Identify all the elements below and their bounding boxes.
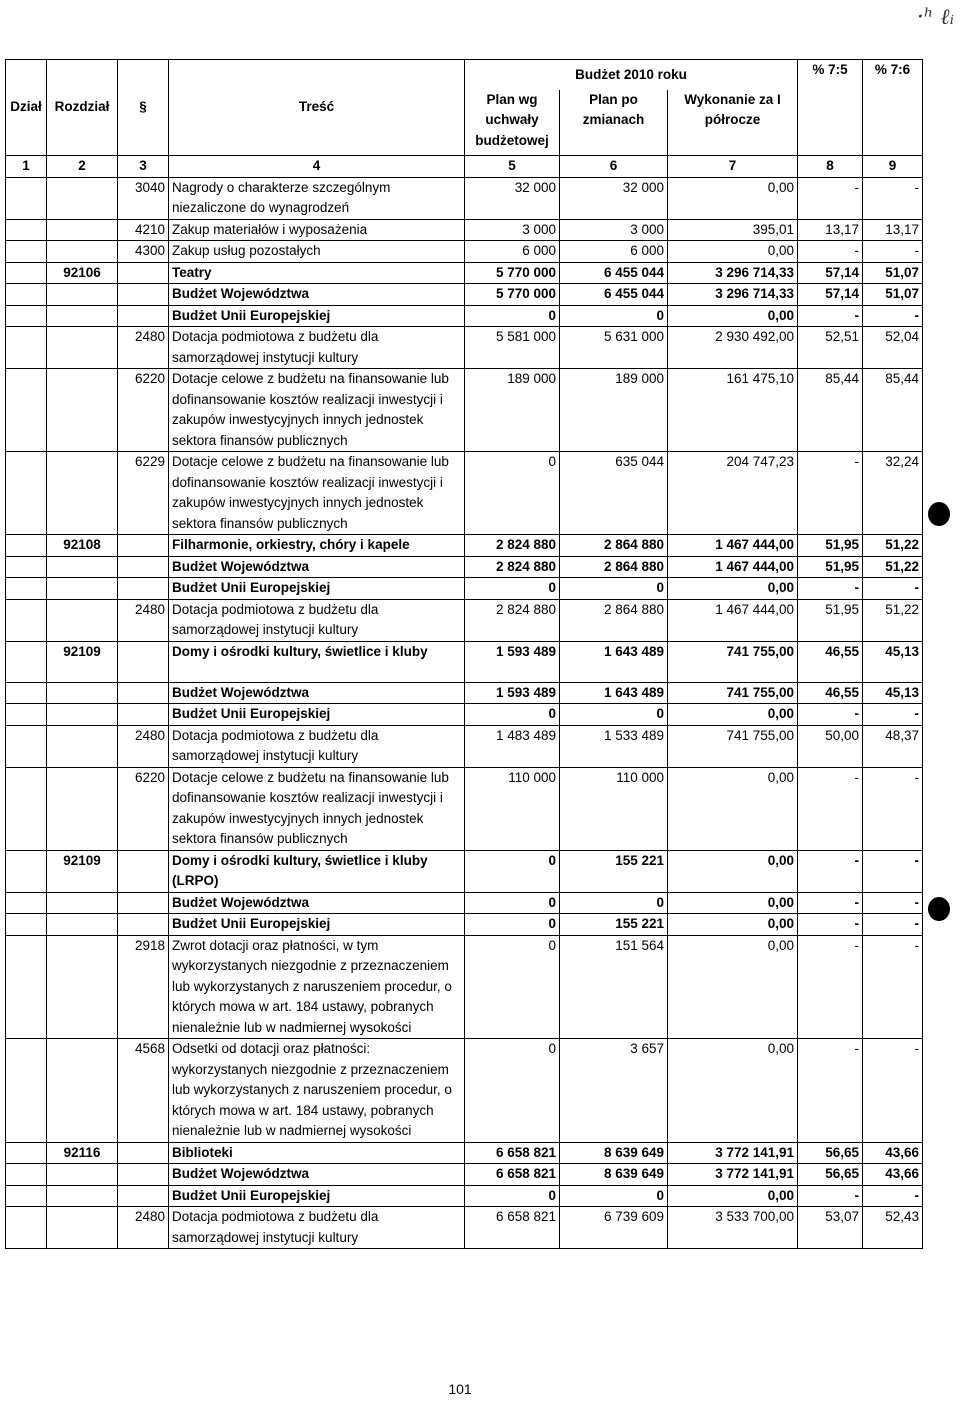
cell-rozdzial [47,177,118,219]
cell-paragraf [118,892,169,914]
table-row [6,704,923,726]
cell-plan-wg-uchwaly: 5 770 000 [465,262,560,284]
cell-rozdzial [47,556,118,578]
cell-dzial [6,1039,47,1143]
cell-dzial [6,535,47,557]
cell-pct-7-5: 57,14 [798,284,863,306]
cell-dzial [6,327,47,369]
cell-tresc: Dotacje celowe z budżetu na finansowanie lub dofinansowanie kosztów realizacji inwestycji i zakupów inwestycyjnych innych jednostek sektora finansów publicznych [169,767,465,850]
cell-dzial [6,556,47,578]
cell-plan-po-zmianach: 2 864 880 [560,535,668,557]
cell-pct-7-5: - [798,1185,863,1207]
cell-wykonanie: 0,00 [668,1185,798,1207]
cell-plan-wg-uchwaly: 1 483 489 [465,725,560,767]
cell-plan-wg-uchwaly: 0 [465,305,560,327]
cell-wykonanie: 3 533 700,00 [668,1207,798,1249]
table-row [6,1207,923,1249]
cell-plan-po-zmianach: 32 000 [560,177,668,219]
cell-pct-7-5: 50,00 [798,725,863,767]
cell-paragraf [118,535,169,557]
cell-pct-7-6: - [863,1039,923,1143]
cell-pct-7-6: 52,04 [863,327,923,369]
table-row [6,535,923,557]
cell-plan-wg-uchwaly: 1 593 489 [465,682,560,704]
cell-plan-wg-uchwaly: 6 658 821 [465,1164,560,1186]
cell-pct-7-6: - [863,177,923,219]
column-number: 3 [118,156,169,178]
cell-rozdzial [47,219,118,241]
cell-dzial [6,1142,47,1164]
cell-wykonanie: 395,01 [668,219,798,241]
table-row [6,1142,923,1164]
cell-paragraf: 4210 [118,219,169,241]
cell-wykonanie: 0,00 [668,1039,798,1143]
cell-paragraf [118,556,169,578]
cell-pct-7-6: 32,24 [863,452,923,535]
cell-plan-po-zmianach: 6 739 609 [560,1207,668,1249]
cell-plan-po-zmianach: 0 [560,578,668,600]
cell-plan-wg-uchwaly: 0 [465,935,560,1039]
cell-wykonanie: 2 930 492,00 [668,327,798,369]
cell-wykonanie: 0,00 [668,578,798,600]
cell-wykonanie: 0,00 [668,241,798,263]
cell-plan-wg-uchwaly: 2 824 880 [465,535,560,557]
cell-pct-7-5: - [798,892,863,914]
cell-paragraf: 2480 [118,1207,169,1249]
cell-paragraf [118,704,169,726]
cell-plan-po-zmianach: 2 864 880 [560,599,668,641]
cell-paragraf [118,284,169,306]
header-dzial: Dział [6,60,47,156]
cell-paragraf [118,1185,169,1207]
cell-tresc: Biblioteki [169,1142,465,1164]
cell-pct-7-6: - [863,241,923,263]
cell-plan-po-zmianach: 6 455 044 [560,262,668,284]
cell-rozdzial [47,599,118,641]
cell-pct-7-6: 43,66 [863,1164,923,1186]
cell-wykonanie: 0,00 [668,177,798,219]
cell-pct-7-6: - [863,892,923,914]
cell-rozdzial: 92109 [47,850,118,892]
cell-paragraf [118,305,169,327]
cell-pct-7-5: 52,51 [798,327,863,369]
cell-paragraf [118,262,169,284]
cell-dzial [6,578,47,600]
cell-dzial [6,219,47,241]
cell-plan-wg-uchwaly: 110 000 [465,767,560,850]
cell-paragraf [118,850,169,892]
cell-plan-po-zmianach: 155 221 [560,850,668,892]
table-row [6,914,923,936]
cell-wykonanie: 0,00 [668,914,798,936]
cell-paragraf: 2918 [118,935,169,1039]
table-row [6,1039,923,1143]
cell-rozdzial [47,452,118,535]
cell-tresc: Zwrot dotacji oraz płatności, w tym wykorzystanych niezgodnie z przeznaczeniem lub wykorzystanych z naruszeniem procedur, o których mowa w art. 184 ustawy, pobranych nienależnie lub w nadmiernej wysokości [169,935,465,1039]
header-pct-7-5: % 7:5 [798,60,863,156]
cell-plan-po-zmianach: 635 044 [560,452,668,535]
cell-pct-7-6: - [863,767,923,850]
cell-pct-7-6: 45,13 [863,641,923,682]
cell-plan-wg-uchwaly: 1 593 489 [465,641,560,682]
header-wykonanie: Wykonanie za I półrocze [668,90,798,156]
table-row [6,850,923,892]
cell-pct-7-5: 85,44 [798,369,863,452]
cell-dzial [6,452,47,535]
header-tresc: Treść [169,60,465,156]
cell-tresc: Nagrody o charakterze szczególnym niezaliczone do wynagrodzeń [169,177,465,219]
cell-plan-po-zmianach: 2 864 880 [560,556,668,578]
column-number: 6 [560,156,668,178]
cell-pct-7-6: - [863,704,923,726]
cell-tresc: Domy i ośrodki kultury, świetlice i kluby [169,641,465,682]
cell-pct-7-6: 45,13 [863,682,923,704]
cell-plan-po-zmianach: 189 000 [560,369,668,452]
table-row [6,241,923,263]
cell-plan-wg-uchwaly: 0 [465,452,560,535]
budget-rows [6,177,923,1249]
cell-plan-po-zmianach: 8 639 649 [560,1142,668,1164]
cell-paragraf: 6220 [118,767,169,850]
cell-plan-po-zmianach: 0 [560,305,668,327]
cell-wykonanie: 0,00 [668,892,798,914]
cell-rozdzial [47,767,118,850]
cell-rozdzial [47,1039,118,1143]
cell-rozdzial [47,892,118,914]
table-row [6,219,923,241]
cell-rozdzial: 92106 [47,262,118,284]
cell-pct-7-6: - [863,305,923,327]
cell-paragraf: 2480 [118,327,169,369]
cell-plan-po-zmianach: 1 643 489 [560,682,668,704]
table-row [6,452,923,535]
cell-pct-7-6: 51,07 [863,262,923,284]
cell-plan-wg-uchwaly: 3 000 [465,219,560,241]
cell-plan-po-zmianach: 0 [560,892,668,914]
cell-paragraf [118,682,169,704]
cell-plan-po-zmianach: 3 657 [560,1039,668,1143]
cell-plan-wg-uchwaly: 0 [465,1185,560,1207]
cell-tresc: Budżet Unii Europejskiej [169,578,465,600]
cell-plan-wg-uchwaly: 0 [465,892,560,914]
header-plan-wg-uchwaly: Plan wg uchwały budżetowej [465,90,560,156]
cell-pct-7-6: - [863,935,923,1039]
cell-pct-7-5: - [798,305,863,327]
cell-paragraf: 6220 [118,369,169,452]
cell-dzial [6,241,47,263]
cell-pct-7-5: 51,95 [798,556,863,578]
cell-tresc: Budżet Unii Europejskiej [169,914,465,936]
cell-rozdzial [47,241,118,263]
cell-plan-wg-uchwaly: 189 000 [465,369,560,452]
cell-dzial [6,599,47,641]
cell-pct-7-5: 51,95 [798,599,863,641]
cell-pct-7-5: 51,95 [798,535,863,557]
cell-tresc: Dotacja podmiotowa z budżetu dla samorządowej instytucji kultury [169,725,465,767]
cell-paragraf: 2480 [118,599,169,641]
cell-wykonanie: 741 755,00 [668,682,798,704]
cell-plan-wg-uchwaly: 0 [465,578,560,600]
cell-rozdzial [47,725,118,767]
cell-tresc: Budżet Unii Europejskiej [169,1185,465,1207]
cell-dzial [6,305,47,327]
cell-rozdzial [47,1185,118,1207]
cell-paragraf: 2480 [118,725,169,767]
cell-paragraf [118,641,169,682]
cell-pct-7-5: - [798,1039,863,1143]
cell-tresc: Dotacja podmiotowa z budżetu dla samorządowej instytucji kultury [169,1207,465,1249]
cell-tresc: Budżet Województwa [169,682,465,704]
cell-wykonanie: 0,00 [668,935,798,1039]
cell-rozdzial [47,305,118,327]
budget-table [5,59,923,1249]
cell-plan-po-zmianach: 6 000 [560,241,668,263]
cell-rozdzial: 92109 [47,641,118,682]
cell-plan-wg-uchwaly: 2 824 880 [465,599,560,641]
cell-plan-wg-uchwaly: 6 658 821 [465,1142,560,1164]
cell-pct-7-5: - [798,452,863,535]
cell-plan-po-zmianach: 8 639 649 [560,1164,668,1186]
cell-wykonanie: 3 772 141,91 [668,1164,798,1186]
cell-wykonanie: 741 755,00 [668,641,798,682]
cell-dzial [6,725,47,767]
cell-tresc: Budżet Województwa [169,556,465,578]
cell-dzial [6,262,47,284]
cell-rozdzial [47,682,118,704]
table-row [6,725,923,767]
table-row [6,262,923,284]
cell-pct-7-6: 43,66 [863,1142,923,1164]
column-numbers-row [6,156,923,178]
table-row [6,369,923,452]
cell-plan-po-zmianach: 1 533 489 [560,725,668,767]
cell-pct-7-6: 13,17 [863,219,923,241]
cell-tresc: Budżet Unii Europejskiej [169,704,465,726]
cell-plan-wg-uchwaly: 0 [465,850,560,892]
cell-wykonanie: 0,00 [668,305,798,327]
cell-plan-po-zmianach: 155 221 [560,914,668,936]
cell-pct-7-5: 57,14 [798,262,863,284]
cell-pct-7-6: 51,22 [863,599,923,641]
cell-plan-po-zmianach: 5 631 000 [560,327,668,369]
cell-tresc: Dotacje celowe z budżetu na finansowanie lub dofinansowanie kosztów realizacji inwestycji i zakupów inwestycyjnych innych jednostek sektora finansów publicznych [169,452,465,535]
cell-tresc: Budżet Województwa [169,284,465,306]
cell-pct-7-5: - [798,767,863,850]
cell-rozdzial [47,578,118,600]
cell-tresc: Dotacja podmiotowa z budżetu dla samorządowej instytucji kultury [169,327,465,369]
cell-tresc: Budżet Unii Europejskiej [169,305,465,327]
cell-rozdzial [47,369,118,452]
cell-dzial [6,935,47,1039]
cell-wykonanie: 161 475,10 [668,369,798,452]
cell-pct-7-6: - [863,1185,923,1207]
cell-paragraf: 3040 [118,177,169,219]
cell-rozdzial [47,935,118,1039]
cell-dzial [6,850,47,892]
cell-pct-7-5: - [798,914,863,936]
cell-pct-7-6: 85,44 [863,369,923,452]
cell-pct-7-5: 56,65 [798,1164,863,1186]
cell-wykonanie: 0,00 [668,704,798,726]
column-number: 8 [798,156,863,178]
table-row [6,892,923,914]
cell-dzial [6,369,47,452]
cell-pct-7-5: 46,55 [798,641,863,682]
cell-dzial [6,641,47,682]
cell-tresc: Filharmonie, orkiestry, chóry i kapele [169,535,465,557]
cell-tresc: Dotacja podmiotowa z budżetu dla samorządowej instytucji kultury [169,599,465,641]
header-paragraf: § [118,60,169,156]
cell-tresc: Zakup usług pozostałych [169,241,465,263]
column-number: 1 [6,156,47,178]
header-rozdzial: Rozdział [47,60,118,156]
cell-pct-7-5: - [798,704,863,726]
cell-pct-7-5: 53,07 [798,1207,863,1249]
cell-tresc: Odsetki od dotacji oraz płatności: wykorzystanych niezgodnie z przeznaczeniem lub wykorzystanych z naruszeniem procedur, o których mowa w art. 184 ustawy, pobranych nienależnie lub w nadmiernej wysokości [169,1039,465,1143]
cell-pct-7-5: - [798,578,863,600]
cell-dzial [6,1164,47,1186]
cell-paragraf [118,1164,169,1186]
cell-wykonanie: 0,00 [668,850,798,892]
cell-dzial [6,914,47,936]
cell-plan-wg-uchwaly: 5 581 000 [465,327,560,369]
table-row [6,327,923,369]
cell-wykonanie: 3 296 714,33 [668,284,798,306]
page-number: 101 [448,1381,472,1397]
table-row [6,1164,923,1186]
cell-rozdzial [47,1207,118,1249]
table-row [6,641,923,682]
cell-dzial [6,284,47,306]
cell-dzial [6,704,47,726]
cell-dzial [6,682,47,704]
cell-plan-po-zmianach: 110 000 [560,767,668,850]
cell-tresc: Domy i ośrodki kultury, świetlice i kluby (LRPO) [169,850,465,892]
cell-plan-wg-uchwaly: 0 [465,1039,560,1143]
corner-handwritten-mark: ·ʰ ℓᵢ [916,5,954,30]
cell-pct-7-6: - [863,850,923,892]
table-row [6,682,923,704]
cell-rozdzial [47,704,118,726]
cell-pct-7-6: 48,37 [863,725,923,767]
cell-plan-po-zmianach: 6 455 044 [560,284,668,306]
cell-tresc: Zakup materiałów i wyposażenia [169,219,465,241]
cell-pct-7-5: 13,17 [798,219,863,241]
cell-plan-wg-uchwaly: 32 000 [465,177,560,219]
cell-paragraf: 6229 [118,452,169,535]
column-number: 5 [465,156,560,178]
cell-plan-po-zmianach: 0 [560,704,668,726]
table-row [6,556,923,578]
cell-plan-wg-uchwaly: 6 658 821 [465,1207,560,1249]
column-number: 9 [863,156,923,178]
binding-hole-mark [928,502,950,526]
cell-plan-po-zmianach: 151 564 [560,935,668,1039]
cell-pct-7-5: - [798,935,863,1039]
column-number: 7 [668,156,798,178]
cell-tresc: Teatry [169,262,465,284]
cell-pct-7-5: - [798,241,863,263]
binding-hole-mark [928,897,950,921]
cell-pct-7-5: - [798,850,863,892]
cell-wykonanie: 204 747,23 [668,452,798,535]
cell-wykonanie: 3 296 714,33 [668,262,798,284]
cell-plan-wg-uchwaly: 0 [465,704,560,726]
table-row [6,767,923,850]
cell-wykonanie: 3 772 141,91 [668,1142,798,1164]
cell-pct-7-5: 56,65 [798,1142,863,1164]
cell-plan-wg-uchwaly: 6 000 [465,241,560,263]
table-row [6,177,923,219]
cell-paragraf: 4300 [118,241,169,263]
table-row [6,599,923,641]
cell-rozdzial [47,284,118,306]
cell-paragraf [118,1142,169,1164]
header-budzet: Budżet 2010 roku [465,60,798,90]
cell-pct-7-5: - [798,177,863,219]
cell-dzial [6,1185,47,1207]
cell-paragraf: 4568 [118,1039,169,1143]
cell-pct-7-6: - [863,914,923,936]
cell-wykonanie: 741 755,00 [668,725,798,767]
cell-plan-po-zmianach: 0 [560,1185,668,1207]
cell-dzial [6,892,47,914]
cell-wykonanie: 0,00 [668,767,798,850]
cell-wykonanie: 1 467 444,00 [668,535,798,557]
cell-wykonanie: 1 467 444,00 [668,599,798,641]
cell-tresc: Dotacje celowe z budżetu na finansowanie lub dofinansowanie kosztów realizacji inwestycji i zakupów inwestycyjnych innych jednostek sektora finansów publicznych [169,369,465,452]
cell-pct-7-6: 52,43 [863,1207,923,1249]
cell-rozdzial [47,327,118,369]
header-pct-7-6: % 7:6 [863,60,923,156]
cell-pct-7-6: - [863,578,923,600]
table-row [6,284,923,306]
cell-paragraf [118,914,169,936]
column-number: 4 [169,156,465,178]
cell-pct-7-6: 51,22 [863,535,923,557]
cell-dzial [6,767,47,850]
column-number: 2 [47,156,118,178]
cell-plan-wg-uchwaly: 0 [465,914,560,936]
cell-plan-po-zmianach: 3 000 [560,219,668,241]
table-row [6,305,923,327]
cell-dzial [6,1207,47,1249]
cell-tresc: Budżet Województwa [169,892,465,914]
cell-rozdzial [47,1164,118,1186]
cell-pct-7-6: 51,22 [863,556,923,578]
cell-wykonanie: 1 467 444,00 [668,556,798,578]
cell-paragraf [118,578,169,600]
cell-plan-po-zmianach: 1 643 489 [560,641,668,682]
cell-plan-wg-uchwaly: 2 824 880 [465,556,560,578]
cell-tresc: Budżet Województwa [169,1164,465,1186]
cell-plan-wg-uchwaly: 5 770 000 [465,284,560,306]
table-row [6,578,923,600]
cell-dzial [6,177,47,219]
cell-rozdzial: 92108 [47,535,118,557]
cell-pct-7-6: 51,07 [863,284,923,306]
cell-rozdzial: 92116 [47,1142,118,1164]
table-row [6,1185,923,1207]
cell-pct-7-5: 46,55 [798,682,863,704]
cell-rozdzial [47,914,118,936]
header-plan-po-zmianach: Plan po zmianach [560,90,668,156]
table-row [6,935,923,1039]
